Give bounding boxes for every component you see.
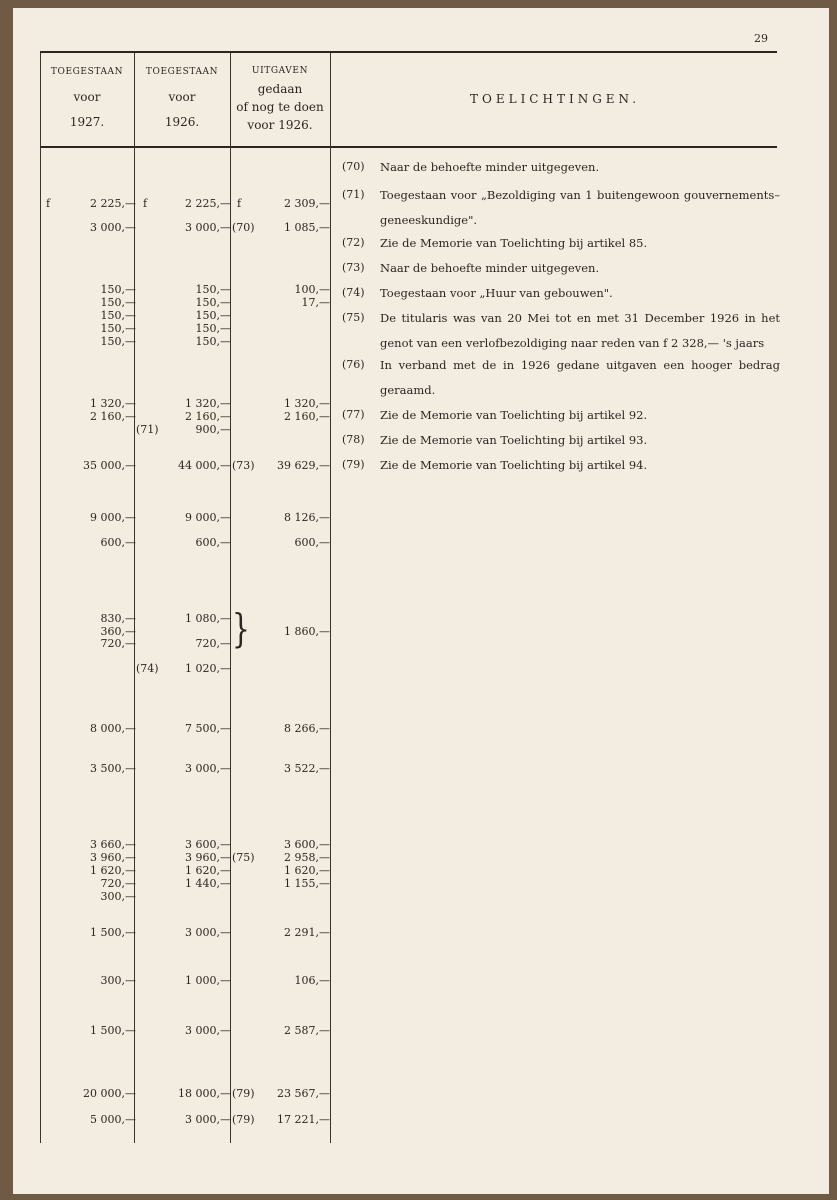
note-label: (70) <box>342 160 365 173</box>
expenditure-1926: 1 620,— <box>284 864 330 877</box>
header-col3-line-1: UITGAVEN <box>251 66 309 76</box>
note-label: (74) <box>342 286 365 299</box>
note-label: (77) <box>342 408 365 421</box>
amount-1927: 720,— <box>100 877 136 890</box>
expenditure-1926: 2 160,— <box>284 410 330 423</box>
note-label: (76) <box>342 358 365 371</box>
amount-1927: 3 500,— <box>90 762 136 775</box>
amount-1926: 44 000,— <box>178 459 231 472</box>
amount-1926: 1 440,— <box>185 877 231 890</box>
note-text: Zie de Memorie van Toelichting bij artikel 94. <box>380 458 648 472</box>
expenditure-1926: 8 126,— <box>284 511 330 524</box>
amount-1926: 1 020,— <box>185 662 231 675</box>
amount-1927: 360,— <box>100 625 136 638</box>
note-text: Zie de Memorie van Toelichting bij artikel 92. <box>380 408 648 422</box>
amount-1927: 150,— <box>100 296 136 309</box>
note-label: (71) <box>342 188 365 201</box>
expenditure-1926: 600,— <box>294 536 330 549</box>
amount-1927: 3 960,— <box>90 851 136 864</box>
amount-1926: 150,— <box>195 322 231 335</box>
amount-1926: 150,— <box>195 335 231 348</box>
amount-1926: 720,— <box>195 637 231 650</box>
currency-f-col1: f <box>46 197 51 210</box>
amount-1926: 18 000,— <box>178 1087 231 1100</box>
note-label: (78) <box>342 433 365 446</box>
note-text: Toegestaan voor „Huur van gebouwen". <box>380 286 613 300</box>
amount-1927: 35 000,— <box>83 459 136 472</box>
expenditure-1926: 39 629,— <box>277 459 330 472</box>
note-text: Zie de Memorie van Toelichting bij artikel 85. <box>380 236 648 250</box>
currency-f-col2: f <box>143 197 148 210</box>
note-ref-col2: (71) <box>136 423 159 436</box>
note-text: Zie de Memorie van Toelichting bij artikel 93. <box>380 433 648 447</box>
amount-1927: 8 000,— <box>90 722 136 735</box>
header-col1-line-2: voor <box>73 90 101 104</box>
amount-1926: 600,— <box>195 536 231 549</box>
expenditure-1926: 1 085,— <box>284 221 330 234</box>
expenditure-1926: 3 522,— <box>284 762 330 775</box>
amount-1926: 3 000,— <box>185 762 231 775</box>
amount-1927: 3 000,— <box>90 221 136 234</box>
expenditure-1926: 8 266,— <box>284 722 330 735</box>
amount-1927: 600,— <box>100 536 136 549</box>
amount-1926: 2 225,— <box>185 197 231 210</box>
amount-1926: 1 000,— <box>185 974 231 987</box>
amount-1927: 150,— <box>100 335 136 348</box>
amount-1927: 150,— <box>100 322 136 335</box>
amount-1926: 900,— <box>195 423 231 436</box>
amount-1926: 1 620,— <box>185 864 231 877</box>
note-ref-col3: (79) <box>232 1113 255 1126</box>
expenditure-1926: 3 600,— <box>284 838 330 851</box>
note-text: De titularis was van 20 Mei tot en met 31 December 1926 in het genot van een verlofbezoldiging naar reden van f 2 328,— 's jaars <box>380 311 780 350</box>
amount-1926: 1 320,— <box>185 397 231 410</box>
header-toelichtingen: TOELICHTINGEN. <box>470 92 641 106</box>
amount-1927: 3 660,— <box>90 838 136 851</box>
note-text: Naar de behoefte minder uitgegeven. <box>380 160 600 174</box>
amount-1926: 7 500,— <box>185 722 231 735</box>
amount-1927: 830,— <box>100 612 136 625</box>
amount-1926: 3 000,— <box>185 1113 231 1126</box>
amount-1927: 300,— <box>100 890 136 903</box>
amount-1927: 150,— <box>100 283 136 296</box>
amount-1927: 1 500,— <box>90 926 136 939</box>
header-col3-line-4: voor 1926. <box>247 118 313 132</box>
amount-1926: 3 960,— <box>185 851 231 864</box>
column-divider-4 <box>330 53 331 1143</box>
header-bottom-rule <box>40 146 777 148</box>
expenditure-1926: 1 155,— <box>284 877 330 890</box>
amount-1927: 1 500,— <box>90 1024 136 1037</box>
expenditure-1926: 2 587,— <box>284 1024 330 1037</box>
top-rule <box>40 51 777 53</box>
header-col2-line-3: 1926. <box>164 115 200 129</box>
expenditure-1926: 2 958,— <box>284 851 330 864</box>
note-label: (73) <box>342 261 365 274</box>
expenditure-1926: 100,— <box>294 283 330 296</box>
note-ref-col3: (75) <box>232 851 255 864</box>
header-col2-line-1: TOEGESTAAN <box>145 67 219 77</box>
amount-1926: 1 080,— <box>185 612 231 625</box>
amount-1926: 150,— <box>195 309 231 322</box>
amount-1926: 9 000,— <box>185 511 231 524</box>
amount-1927: 1 620,— <box>90 864 136 877</box>
amount-1926: 3 000,— <box>185 221 231 234</box>
amount-1927: 1 320,— <box>90 397 136 410</box>
amount-1927: 300,— <box>100 974 136 987</box>
currency-f-col3: f <box>237 197 242 210</box>
expenditure-1926: 2 309,— <box>284 197 330 210</box>
expenditure-1926: 23 567,— <box>277 1087 330 1100</box>
amount-1927: 2 225,— <box>90 197 136 210</box>
expenditure-1926: 106,— <box>294 974 330 987</box>
amount-1927: 20 000,— <box>83 1087 136 1100</box>
amount-1927: 9 000,— <box>90 511 136 524</box>
note-ref-col3: (73) <box>232 459 255 472</box>
expenditure-1926: 1 860,— <box>284 625 330 638</box>
expenditure-1926: 17,— <box>301 296 330 309</box>
note-ref-col2: (74) <box>136 662 159 675</box>
expenditure-1926: 17 221,— <box>277 1113 330 1126</box>
amount-1927: 2 160,— <box>90 410 136 423</box>
note-label: (75) <box>342 311 365 324</box>
amount-1927: 150,— <box>100 309 136 322</box>
amount-1926: 3 000,— <box>185 1024 231 1037</box>
note-label: (79) <box>342 458 365 471</box>
grouping-brace: } <box>232 605 250 652</box>
amount-1927: 720,— <box>100 637 136 650</box>
expenditure-1926: 1 320,— <box>284 397 330 410</box>
amount-1926: 2 160,— <box>185 410 231 423</box>
header-col1-line-3: 1927. <box>69 115 105 129</box>
amount-1927: 5 000,— <box>90 1113 136 1126</box>
note-ref-col3: (70) <box>232 221 255 234</box>
header-col1-line-1: TOEGESTAAN <box>50 67 124 77</box>
header-col3-line-3: of nog te doen <box>236 100 324 114</box>
note-text: In verband met de in 1926 gedane uitgaven een hooger bedrag geraamd. <box>380 358 780 397</box>
note-text: Naar de behoefte minder uitgegeven. <box>380 261 600 275</box>
amount-1926: 3 600,— <box>185 838 231 851</box>
header-col3-line-2: gedaan <box>257 82 303 96</box>
page-number: 29 <box>754 32 768 45</box>
amount-1926: 3 000,— <box>185 926 231 939</box>
expenditure-1926: 2 291,— <box>284 926 330 939</box>
note-text: Toegestaan voor „Bezoldiging van 1 buitengewoon gouvernements–geneeskundige". <box>380 188 780 227</box>
amount-1926: 150,— <box>195 283 231 296</box>
note-ref-col3: (79) <box>232 1087 255 1100</box>
note-label: (72) <box>342 236 365 249</box>
amount-1926: 150,— <box>195 296 231 309</box>
header-col2-line-2: voor <box>168 90 196 104</box>
